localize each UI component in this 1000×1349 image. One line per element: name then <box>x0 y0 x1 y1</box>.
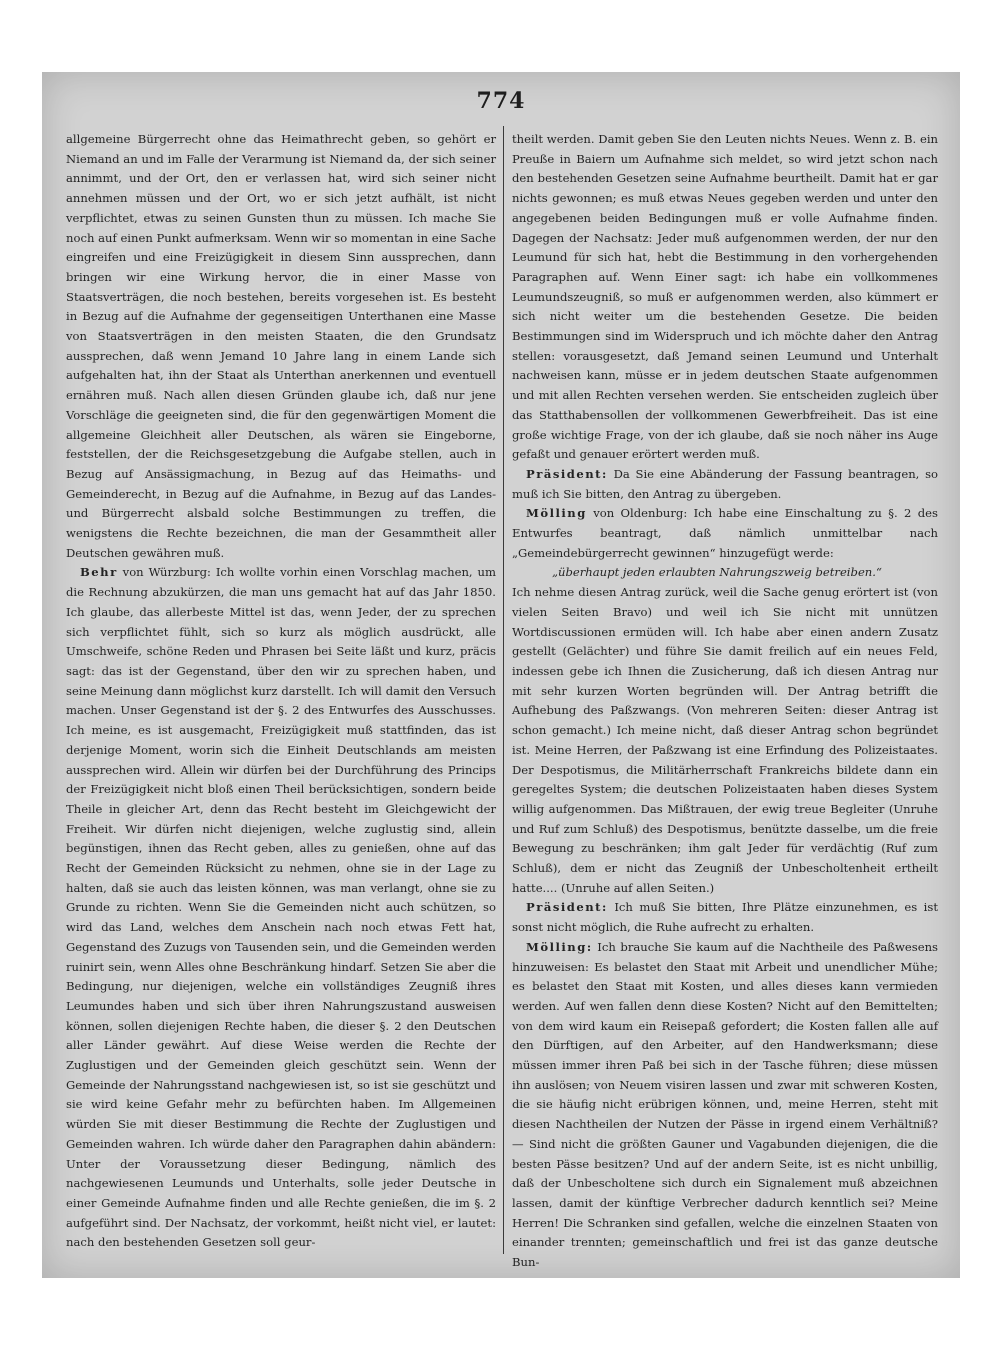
page-number: 774 <box>476 88 526 114</box>
right-column <box>512 130 939 1270</box>
paragraph <box>512 130 938 465</box>
speaker-name: Präsident: <box>526 900 608 915</box>
speaker-name: Behr <box>80 565 118 580</box>
paragraph <box>512 465 938 504</box>
column-divider <box>503 126 504 1254</box>
paragraph-text: Ich brauche Sie kaum auf die Nachtheile des Paßwesens hinzuweisen: Es belastet den Staat mit Arbeit und unendlicher Mühe; es belastet den Staat mit Kosten, und alles dieses kann vermieden werden. Auf wen fallen denn diese Kosten? Nicht auf den Bemittelten; von dem wird kaum ein Reisepaß gefordert; die Kosten fallen alle auf den Dürftigen, auf den Arbeiter, auf den Handwerksmann; diese müssen immer ihren Paß bei sich in der Tasche führen; diese müssen ihn auslösen; von Neuem visiren lassen und zwar mit schweren Kosten, die sie häufig nicht erübrigen können, und, meine Herren, steht mit diesen Nachtheilen der Nutzen der Pässe in irgend einem Verhältniß? — Sind nicht die größten Gauner und Vagabunden diejenigen, die die besten Pässe besitzen? Und auf der andern Seite, ist es nicht unbillig, daß der Unbescholtene sich durch ein Signalement muß abzeichnen lassen, damit der künftige Verbrecher dadurch kenntlich sei? Meine Herren! Die Schranken sind gefallen, welche die einzelnen Staaten von einander trennten; gemeinschaftlich und frei ist das ganze deutsche Bun- <box>512 939 939 1270</box>
paragraph <box>512 583 938 898</box>
paragraph-text: Ich muß Sie bitten, Ihre Plätze einzunehmen, es ist sonst nicht möglich, die Ruhe aufrecht zu erhalten. <box>512 900 938 935</box>
paragraph <box>512 938 938 1273</box>
speaker-name: Präsident: <box>526 466 608 481</box>
left-column <box>66 130 496 1250</box>
speaker-name: Mölling <box>526 506 587 521</box>
paragraph-text: von Oldenburg: Ich habe eine Einschaltung zu §. 2 des Entwurfes beantragt, daß nämlich unmittelbar nach „Gemeindebürgerrecht gewinnen“ hinzugefügt werde: <box>512 506 938 560</box>
paragraph-text: Ich nehme diesen Antrag zurück, weil die Sache genug erörtert ist (von vielen Seiten Bravo) und weil ich Sie nicht mit unnützen Wortdiscussionen ermüden will. Ich habe aber einen andern Zusatz gestellt (Gelächter) und führe Sie damit freilich auf ein neues Feld, indessen gebe ich Ihnen die Zusicherung, daß ich diesen Antrag nur mit sehr kurzen Worten begründen will. Der Antrag betrifft die Aufhebung des Paßzwangs. (Von mehreren Seiten: dieser Antrag ist schon gemacht.) Ich meine nicht, daß dieser Antrag schon begründet ist. Meine Herren, der Paßzwang ist eine Erfindung des Polizeistaates. Der Despotismus, die Militärherrschaft Frankreichs bildete dann ein geregeltes System; die deutschen Polizeistaaten haben dieses System willig aufgenommen. Das Mißtrauen, der ewig treue Begleiter (Unruhe und Ruf zum Schluß) des Despotismus, benützte dasselbe, um die freie Bewegung zu beschränken; ihm galt Jeder für verdächtig (Ruf zum Schluß), dem er nicht das Zeugniß der Unbescholtenheit ertheilt hatte.... (Unruhe auf allen Seiten.) <box>512 585 938 895</box>
paragraph-text: „überhaupt jeden erlaubten Nahrungszweig betreiben.“ <box>552 565 882 580</box>
scanned-page <box>42 72 960 1278</box>
paragraph <box>66 130 496 563</box>
paragraph <box>512 898 938 937</box>
paragraph-text: von Würzburg: Ich wollte vorhin einen Vorschlag machen, um die Rechnung abzukürzen, die man uns gemacht hat auf das Jahr 1850. Ich glaube, das allerbeste Mittel ist das, wenn Jeder, der zu sprechen sich verpflichtet fühlt, sich so kurz als möglich ausdrückt, alle Umschweife, schöne Reden und Phrasen bei Seite läßt und kurz, präcis sagt: das ist der Gegenstand, über den wir zu sprechen haben, und seine Meinung dann möglichst kurz darstellt. Ich will damit den Versuch machen. Unser Gegenstand ist der §. 2 des Entwurfes des Ausschusses. Ich meine, es ist ausgemacht, Freizügigkeit muß stattfinden, das ist derjenige Moment, worin sich die Einheit Deutschlands am meisten aussprechen wird. Allein wir dürfen bei der Durchführung des Princips der Freizügigkeit nicht bloß einen Theil berücksichtigen, sondern beide Theile in gleicher Art, denn das Recht besteht im Gleichgewicht der Freiheit. Wir dürfen nicht diejenigen, welche zuglustig sind, allein begünstigen, ihnen das Recht geben, alles zu genießen, ohne auf das Recht der Gemeinden Rücksicht zu nehmen, ohne sie in der Lage zu halten, daß sie auch das leisten können, was man verlangt, ohne sie zu Grunde zu richten. Wenn Sie die Gemeinden nicht auch schützen, so wird das Land, welches dem Anschein nach noch etwas Fett hat, Gegenstand des Zuzugs von Tausenden sein, und die Gemeinden werden ruinirt sein, wenn Alles ohne Beschränkung hindarf. Setzen Sie aber die Bedingung, nur diejenigen, welche ein vollständiges Zeugniß ihres Leumundes haben und sich über ihren Nahrungszustand ausweisen können, sollen diejenigen Rechte haben, die dieser §. 2 den Deutschen aller Länder gewährt. Auf diese Weise werden die Rechte der Zuglustigen und der Gemeinden gleich geschützt sein. Wenn der Gemeinde der Nahrungsstand nachgewiesen ist, so ist sie geschützt und sie wird keine Gefahr mehr zu befürchten haben. Im Allgemeinen würden Sie mit dieser Bestimmung die Rechte der Zuglustigen und Gemeinden wahren. Ich würde daher den Paragraphen dahin abändern: Unter der Voraussetzung dieser Bedingung, nämlich des nachgewiesenen Leumunds und Unterhalts, solle jeder Deutsche in einer Gemeinde Aufnahme finden und alle Rechte genießen, die im §. 2 aufgeführt sind. Der Nachsatz, der vorkommt, heißt nicht viel, er lautet: nach den bestehenden Gesetzen soll geur- <box>66 565 496 1250</box>
paragraph-text: theilt werden. Damit geben Sie den Leuten nichts Neues. Wenn z. B. ein Preuße in Baiern um Aufnahme sich meldet, so wird jetzt schon nach den bestehenden Gesetzen seine Aufnahme beurtheilt. Damit hat er gar nichts gewonnen; es muß etwas Neues gegeben werden und unter den angegebenen beiden Bedingungen muß er volle Aufnahme finden. Dagegen der Nachsatz: Jeder muß aufgenommen werden, der nur den Leumund für sich hat, hebt die Bestimmung in den vorhergehenden Paragraphen auf. Wenn Einer sagt: ich habe ein vollkommenes Leumundszeugniß, so muß er aufgenommen werden, also kümmert er sich nicht weiter um die bestehenden Gesetze. Die beiden Bestimmungen sind im Widerspruch und ich möchte daher den Antrag stellen: vorausgesetzt, daß Jemand seinen Leumund und Unterhalt nachweisen kann, müsse er in jedem deutschen Staate aufgenommen und mit allen Rechten versehen werden. Sie entscheiden zugleich über das Statthabensollen der vollkommenen Gewerbfreiheit. Das ist eine große wichtige Frage, von der ich glaube, daß sie noch näher ins Auge gefaßt und genauer erörtert werden muß. <box>512 132 938 462</box>
paragraph <box>512 504 938 563</box>
quoted-amendment <box>512 563 938 583</box>
paragraph-text: allgemeine Bürgerrecht ohne das Heimathrecht geben, so gehört er Niemand an und im Falle der Verarmung ist Niemand da, der sich seiner annimmt, und der Ort, den er verlassen hat, wird sich seiner nicht annehmen müssen und der Ort, wo er sich jetzt aufhält, ist nicht verpflichtet, etwas zu seinen Gunsten thun zu müssen. Ich mache Sie noch auf einen Punkt aufmerksam. Wenn wir so momentan in eine Sache eingreifen und eine Freizügigkeit in diesem Sinn aussprechen, dann bringen wir eine Wirkung hervor, die in einer Masse von Staatsverträgen, die noch bestehen, bereits vorgesehen ist. Es besteht in Bezug auf die Aufnahme der gegenseitigen Unterthanen eine Masse von Staatsverträgen in den meisten Staaten, die den Grundsatz aussprechen, daß wenn Jemand 10 Jahre lang in einem Lande sich aufgehalten hat, ihn der Staat als Unterthan anerkennen und eventuell ernähren muß. Nach allen diesen Gründen glaube ich, daß nur jene Vorschläge die geeigneten sind, die für den gegenwärtigen Moment die allgemeine Gleichheit aller Deutschen, als wären sie Eingeborne, feststellen, der die Reichsgesetzgebung die Aufgabe stellen, auch in Bezug auf Ansässigmachung, in Bezug auf das Heimaths- und Gemeinderecht, in Bezug auf die Aufnahme, in Bezug auf das Landes- und Bürgerrecht alsbald solche Bestimmungen zu treffen, die wenigstens die Rechte bezeichnen, die man der Gesammtheit aller Deutschen gewähren muß. <box>66 132 496 560</box>
paragraph-text: Da Sie eine Abänderung der Fassung beantragen, so muß ich Sie bitten, den Antrag zu übergeben. <box>512 466 939 501</box>
paragraph <box>66 563 496 1253</box>
speaker-name: Mölling: <box>526 939 593 954</box>
